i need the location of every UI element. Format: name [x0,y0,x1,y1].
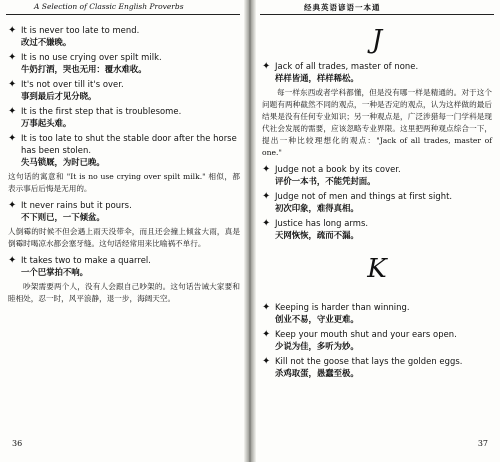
sparkle-bullet-icon: ✦ [262,164,271,175]
proverb-entry [262,355,492,379]
proverb-english: Keeping is harder than winning. [275,302,410,312]
sparkle-bullet-icon: ✦ [262,61,271,72]
proverb-chinese: 杀鸡取蛋，愚蠢至极。 [275,368,359,378]
proverb-entry [8,199,240,223]
page-number: 37 [477,439,488,448]
right-header-rule [260,14,494,15]
sparkle-bullet-icon: ✦ [8,200,17,211]
sparkle-bullet-icon: ✦ [8,52,17,63]
sparkle-bullet-icon: ✦ [262,302,271,313]
proverb-entry [8,105,240,129]
sparkle-bullet-icon: ✦ [8,79,17,90]
sparkle-bullet-icon: ✦ [262,191,271,202]
proverb-chinese: 创业不易，守业更难。 [275,314,359,324]
proverb-english: It is the first step that is troublesome. [21,106,182,116]
proverb-english: Kill not the goose that lays the golden eggs. [275,356,463,366]
proverb-entry [8,78,240,102]
proverb-entry [8,51,240,75]
proverb-explanation: 这句话的寓意和 "It is no use crying over spilt milk." 相似，都表示事后后悔是无用的。 [8,172,240,193]
sparkle-bullet-icon: ✦ [8,255,17,266]
left-page-content [8,24,240,309]
proverb-chinese: 不下则已，一下倾盆。 [21,212,105,222]
proverb-english: Judge not a book by its cover. [275,164,401,174]
proverb-english: Keep your mouth shut and your ears open. [275,329,457,339]
sparkle-bullet-icon: ✦ [262,329,271,340]
proverb-chinese: 初次印象，难得真相。 [275,203,359,213]
section-letter-k: K [367,254,387,284]
proverb-entry [8,254,240,278]
proverb-entry [262,190,492,214]
proverb-entry [262,163,492,187]
proverb-entry [262,328,492,352]
left-running-head: A Selection of Classic English Proverbs [34,2,184,11]
proverb-chinese: 万事起头难。 [21,118,72,128]
proverb-chinese: 评价一本书，不能凭封面。 [275,176,376,186]
proverb-chinese: 事到最后才见分晓。 [21,91,97,101]
proverb-english: It takes two to make a quarrel. [21,255,152,265]
proverb-chinese: 样样皆通，样样稀松。 [275,73,359,83]
proverb-english: Judge not of men and things at first sight. [275,191,453,201]
page-number: 36 [12,439,23,448]
proverb-chinese: 天网恢恢，疏而不漏。 [275,230,359,240]
right-page-content [262,24,492,382]
proverb-explanation: 吵架需要两个人，没有人会跟自己吵架的。这句话告诫大家要和睦相处，忍一时，风平浪静，退一步，海阔天空。 [8,282,240,303]
proverb-explanation: 人倒霉的时候不但会遇上雨天没带伞，而且还会撞上倾盆大雨，真是倒霉时喝凉水都会塞牙缝。这句话经常用来比喻祸不单行。 [8,227,240,248]
proverb-entry [262,301,492,325]
proverb-chinese: 牛奶打洒，哭也无用：覆水难收。 [21,64,147,74]
proverb-english: Justice has long arms. [275,218,369,228]
proverb-english: Jack of all trades, master of none. [275,61,419,71]
sparkle-bullet-icon: ✦ [262,356,271,367]
sparkle-bullet-icon: ✦ [262,218,271,229]
right-page [254,0,500,462]
proverb-english: It is too late to shut the stable door after the horse has been stolen. [21,133,237,155]
proverb-chinese: 失马锁厩，为时已晚。 [21,157,105,167]
sparkle-bullet-icon: ✦ [8,25,17,36]
proverb-entry [262,217,492,241]
right-running-head: 经典英语谚语一本通 [304,3,381,12]
proverb-entry [8,132,240,168]
proverb-entry [262,60,492,84]
sparkle-bullet-icon: ✦ [8,106,17,117]
left-header-rule [6,14,240,15]
proverb-entry [8,24,240,48]
proverb-english: It is no use crying over spilt milk. [21,52,162,62]
proverb-english: It never rains but it pours. [21,200,132,210]
proverb-english: It is never too late to mend. [21,25,140,35]
proverb-chinese: 一个巴掌拍不响。 [21,267,88,277]
proverb-chinese: 改过不嫌晚。 [21,37,72,47]
proverb-english: It's not over till it's over. [21,79,124,89]
proverb-explanation: 每一样东西或者学科都懂，但是没有哪一样是精通的。对于这个问题有两种截然不同的观点，一种是否定的观点，认为这样做的最后结果是没有任何专业知识；另一种观点是，广泛涉猎每一门学科是现代社会发展的需要，应该忽略专业界限。这里把两种观点综合一下，提出一种比较理想化的观点："Jack of all trades, master of one." [262,88,492,157]
proverb-chinese: 少说为佳，多听为妙。 [275,341,359,351]
section-letter-j: J [371,25,383,55]
left-page [0,0,246,462]
sparkle-bullet-icon: ✦ [8,133,17,144]
